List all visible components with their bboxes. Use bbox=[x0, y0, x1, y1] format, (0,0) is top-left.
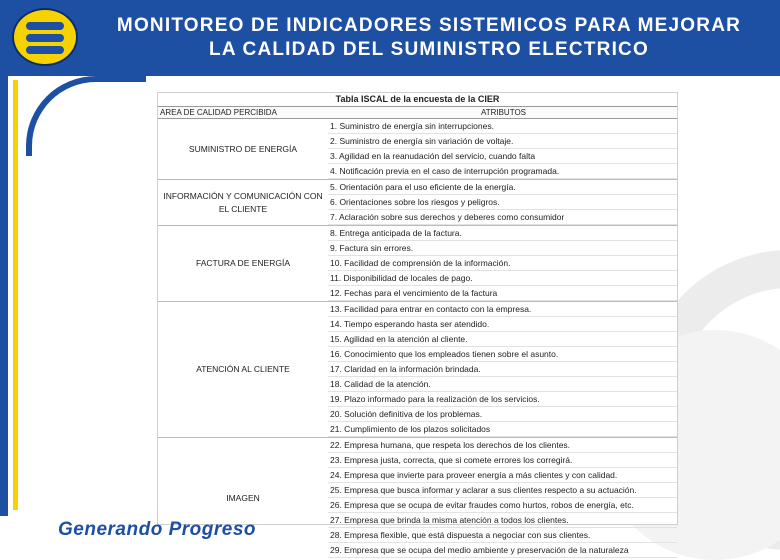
table-row: 18. Calidad de la atención. bbox=[328, 377, 677, 392]
table-row: 11. Disponibilidad de locales de pago. bbox=[328, 271, 677, 286]
table-row: 16. Conocimiento que los empleados tienen sobre el asunto. bbox=[328, 347, 677, 362]
table-row: 9. Factura sin errores. bbox=[328, 241, 677, 256]
table-row: 1. Suministro de energía sin interrupciones. bbox=[328, 119, 677, 134]
attribute-list bbox=[328, 180, 677, 225]
table-title: Tabla ISCAL de la encuesta de la CIER bbox=[335, 94, 500, 104]
table-row: 3. Agilidad en la reanudación del servicio, cuando falta bbox=[328, 149, 677, 164]
area-label: FACTURA DE ENERGÍA bbox=[196, 258, 290, 268]
table-row: 10. Facilidad de comprensión de la información. bbox=[328, 256, 677, 271]
table-row: 17. Claridad en la información brindada. bbox=[328, 362, 677, 377]
table-row: 28. Empresa flexible, que está dispuesta a negociar con sus clientes. bbox=[328, 528, 677, 543]
table-row: 25. Empresa que busca informar y aclarar a sus clientes respecto a su actuación. bbox=[328, 483, 677, 498]
company-logo-icon bbox=[12, 8, 78, 66]
table-row: 26. Empresa que se ocupa de evitar fraudes como hurtos, robos de energía, etc. bbox=[328, 498, 677, 513]
table-row: 27. Empresa que brinda la misma atención a todos los clientes. bbox=[328, 513, 677, 528]
attribute-list bbox=[328, 302, 677, 437]
table-body bbox=[158, 119, 677, 558]
area-label: INFORMACIÓN Y COMUNICACIÓN CON EL CLIENTE bbox=[163, 190, 323, 214]
curve-decoration bbox=[26, 76, 146, 156]
yellow-line-decoration bbox=[13, 80, 18, 510]
table-row: 24. Empresa que invierte para proveer energía a más clientes y con calidad. bbox=[328, 468, 677, 483]
table-row: 7. Aclaración sobre sus derechos y deberes como consumidor bbox=[328, 210, 677, 225]
table-row: 23. Empresa justa, correcta, que si comete errores los corregirá. bbox=[328, 453, 677, 468]
table-group bbox=[158, 119, 677, 179]
table-row: 15. Agilidad en la atención al cliente. bbox=[328, 332, 677, 347]
attribute-list bbox=[328, 226, 677, 301]
table-row: 12. Fechas para el vencimiento de la factura bbox=[328, 286, 677, 301]
table-group bbox=[158, 225, 677, 301]
table-row: 22. Empresa humana, que respeta los derechos de los clientes. bbox=[328, 438, 677, 453]
table-header bbox=[158, 106, 677, 119]
table-row: 21. Cumplimiento de los plazos solicitados bbox=[328, 422, 677, 437]
header-bar bbox=[0, 0, 780, 76]
page-title bbox=[84, 14, 774, 62]
column-header-attributes: ATRIBUTOS bbox=[480, 108, 527, 117]
table-row: 8. Entrega anticipada de la factura. bbox=[328, 226, 677, 241]
area-label: SUMINISTRO DE ENERGÍA bbox=[188, 143, 298, 154]
table-row: 2. Suministro de energía sin variación de voltaje. bbox=[328, 134, 677, 149]
table-row: 5. Orientación para el uso eficiente de la energía. bbox=[328, 180, 677, 195]
page-title-line1: MONITOREO DE INDICADORES SISTEMICOS PARA MEJORAR bbox=[116, 15, 742, 36]
area-label: IMAGEN bbox=[226, 492, 260, 503]
left-band-decoration bbox=[0, 76, 8, 516]
attribute-list bbox=[328, 119, 677, 179]
table-row: 29. Empresa que se ocupa del medio ambiente y preservación de la naturaleza bbox=[328, 543, 677, 558]
attribute-list bbox=[328, 438, 677, 558]
area-label: ATENCIÓN AL CLIENTE bbox=[196, 364, 290, 374]
table-row: 4. Notificación previa en el caso de interrupción programada. bbox=[328, 164, 677, 179]
table-group bbox=[158, 301, 677, 437]
table-group bbox=[158, 179, 677, 225]
table-row: 13. Facilidad para entrar en contacto con la empresa. bbox=[328, 302, 677, 317]
page-title-line2: LA CALIDAD DEL SUMINISTRO ELECTRICO bbox=[209, 39, 649, 60]
column-header-area: AREA DE CALIDAD PERCIBIDA bbox=[160, 108, 277, 117]
table-row: 6. Orientaciones sobre los riesgos y peligros. bbox=[328, 195, 677, 210]
footer-brand: Generando Progreso bbox=[58, 519, 256, 540]
table-row: 20. Solución definitiva de los problemas. bbox=[328, 407, 677, 422]
table-row: 14. Tiempo esperando hasta ser atendido. bbox=[328, 317, 677, 332]
table-row: 19. Plazo informado para la realización de los servicios. bbox=[328, 392, 677, 407]
